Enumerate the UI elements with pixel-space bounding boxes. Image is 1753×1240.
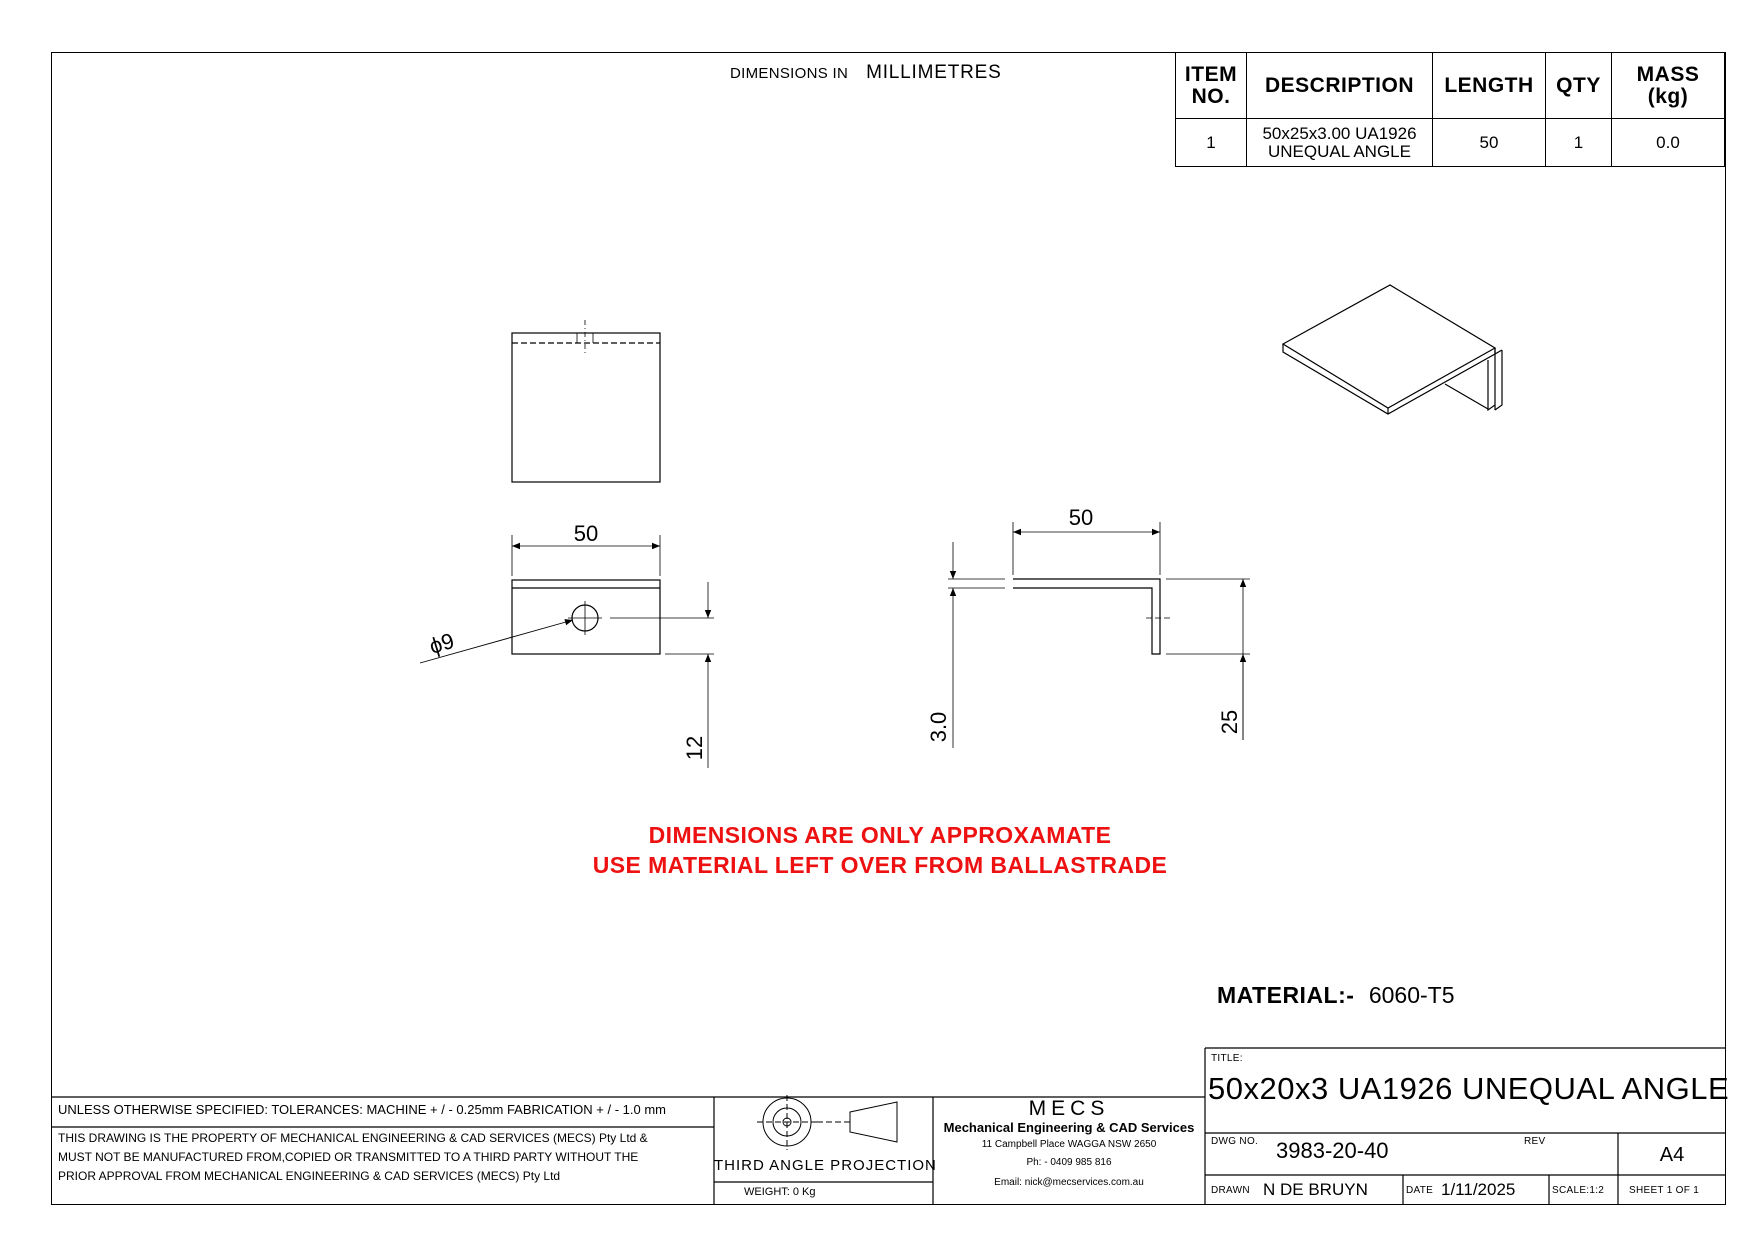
bom-description: 50x25x3.00 UA1926 UNEQUAL ANGLE bbox=[1247, 119, 1433, 167]
bom-qty: 1 bbox=[1546, 119, 1612, 167]
title-label: TITLE: bbox=[1211, 1053, 1243, 1064]
drawn-label: DRAWN bbox=[1211, 1185, 1250, 1196]
third-angle-projection-icon bbox=[757, 1095, 897, 1150]
company-address: 11 Campbell Place WAGGA NSW 2650 bbox=[981, 1139, 1157, 1150]
company-logo: MECS bbox=[1028, 1097, 1110, 1120]
dim-top-width: 50 bbox=[573, 521, 599, 546]
property-note-line-2: MUST NOT BE MANUFACTURED FROM,COPIED OR TRANSMITTED TO A THIRD PARTY WITHOUT THE bbox=[58, 1150, 639, 1164]
company-phone: Ph: - 0409 985 816 bbox=[1026, 1157, 1112, 1168]
bom-item: 1 bbox=[1176, 119, 1247, 167]
property-note-line-3: PRIOR APPROVAL FROM MECHANICAL ENGINEERING & CAD SERVICES (MECS) Pty Ltd bbox=[58, 1169, 561, 1183]
company-name: Mechanical Engineering & CAD Services bbox=[943, 1120, 1195, 1135]
scale-label: SCALE:1:2 bbox=[1552, 1185, 1605, 1196]
bom-mass: 0.0 bbox=[1612, 119, 1725, 167]
dim-hole-height: 12 bbox=[682, 735, 707, 761]
sheet-label: SHEET 1 OF 1 bbox=[1629, 1185, 1700, 1196]
material-value: 6060-T5 bbox=[1368, 982, 1455, 1008]
bom-header-item: ITEM NO. bbox=[1176, 53, 1247, 119]
weight-label: WEIGHT: 0 Kg bbox=[744, 1186, 816, 1198]
note-material-source: USE MATERIAL LEFT OVER FROM BALLASTRADE bbox=[592, 852, 1168, 878]
bom-header-qty: QTY bbox=[1546, 53, 1612, 119]
dim-leg-height: 25 bbox=[1217, 709, 1242, 735]
material-label: MATERIAL:- bbox=[1217, 982, 1355, 1008]
units-value: MILLIMETRES bbox=[866, 62, 1002, 83]
dim-thickness: 3.0 bbox=[926, 711, 951, 743]
tolerances-note: UNLESS OTHERWISE SPECIFIED: TOLERANCES: MACHINE + / - 0.25mm FABRICATION + / - 1.0 mm bbox=[58, 1102, 666, 1117]
projection-label: THIRD ANGLE PROJECTION bbox=[714, 1157, 937, 1174]
bom-length: 50 bbox=[1433, 119, 1546, 167]
dwg-no: 3983-20-40 bbox=[1276, 1138, 1389, 1163]
company-block bbox=[933, 1098, 1205, 1194]
date-label: DATE bbox=[1406, 1185, 1434, 1196]
note-approximate: DIMENSIONS ARE ONLY APPROXAMATE bbox=[648, 822, 1112, 848]
rev-label: REV bbox=[1524, 1136, 1546, 1147]
sheet-size: A4 bbox=[1659, 1144, 1685, 1166]
company-email: Email: nick@mecservices.com.au bbox=[994, 1177, 1144, 1188]
dim-hole-dia: ϕ9 bbox=[426, 627, 458, 659]
bom-header-mass: MASS (kg) bbox=[1612, 53, 1725, 119]
drawing-title: 50x20x3 UA1926 UNEQUAL ANGLE bbox=[1208, 1071, 1730, 1106]
bom-header-description: DESCRIPTION bbox=[1247, 53, 1433, 119]
drawing-date: 1/11/2025 bbox=[1441, 1180, 1516, 1199]
units-label: DIMENSIONS IN bbox=[730, 65, 849, 82]
dwg-no-label: DWG NO. bbox=[1211, 1136, 1259, 1147]
property-note-line-1: THIS DRAWING IS THE PROPERTY OF MECHANICAL ENGINEERING & CAD SERVICES (MECS) Pty Ltd & bbox=[58, 1131, 648, 1145]
drawn-by: N DE BRUYN bbox=[1263, 1180, 1368, 1199]
dim-side-width: 50 bbox=[1068, 505, 1094, 530]
bom-header-length: LENGTH bbox=[1433, 53, 1546, 119]
